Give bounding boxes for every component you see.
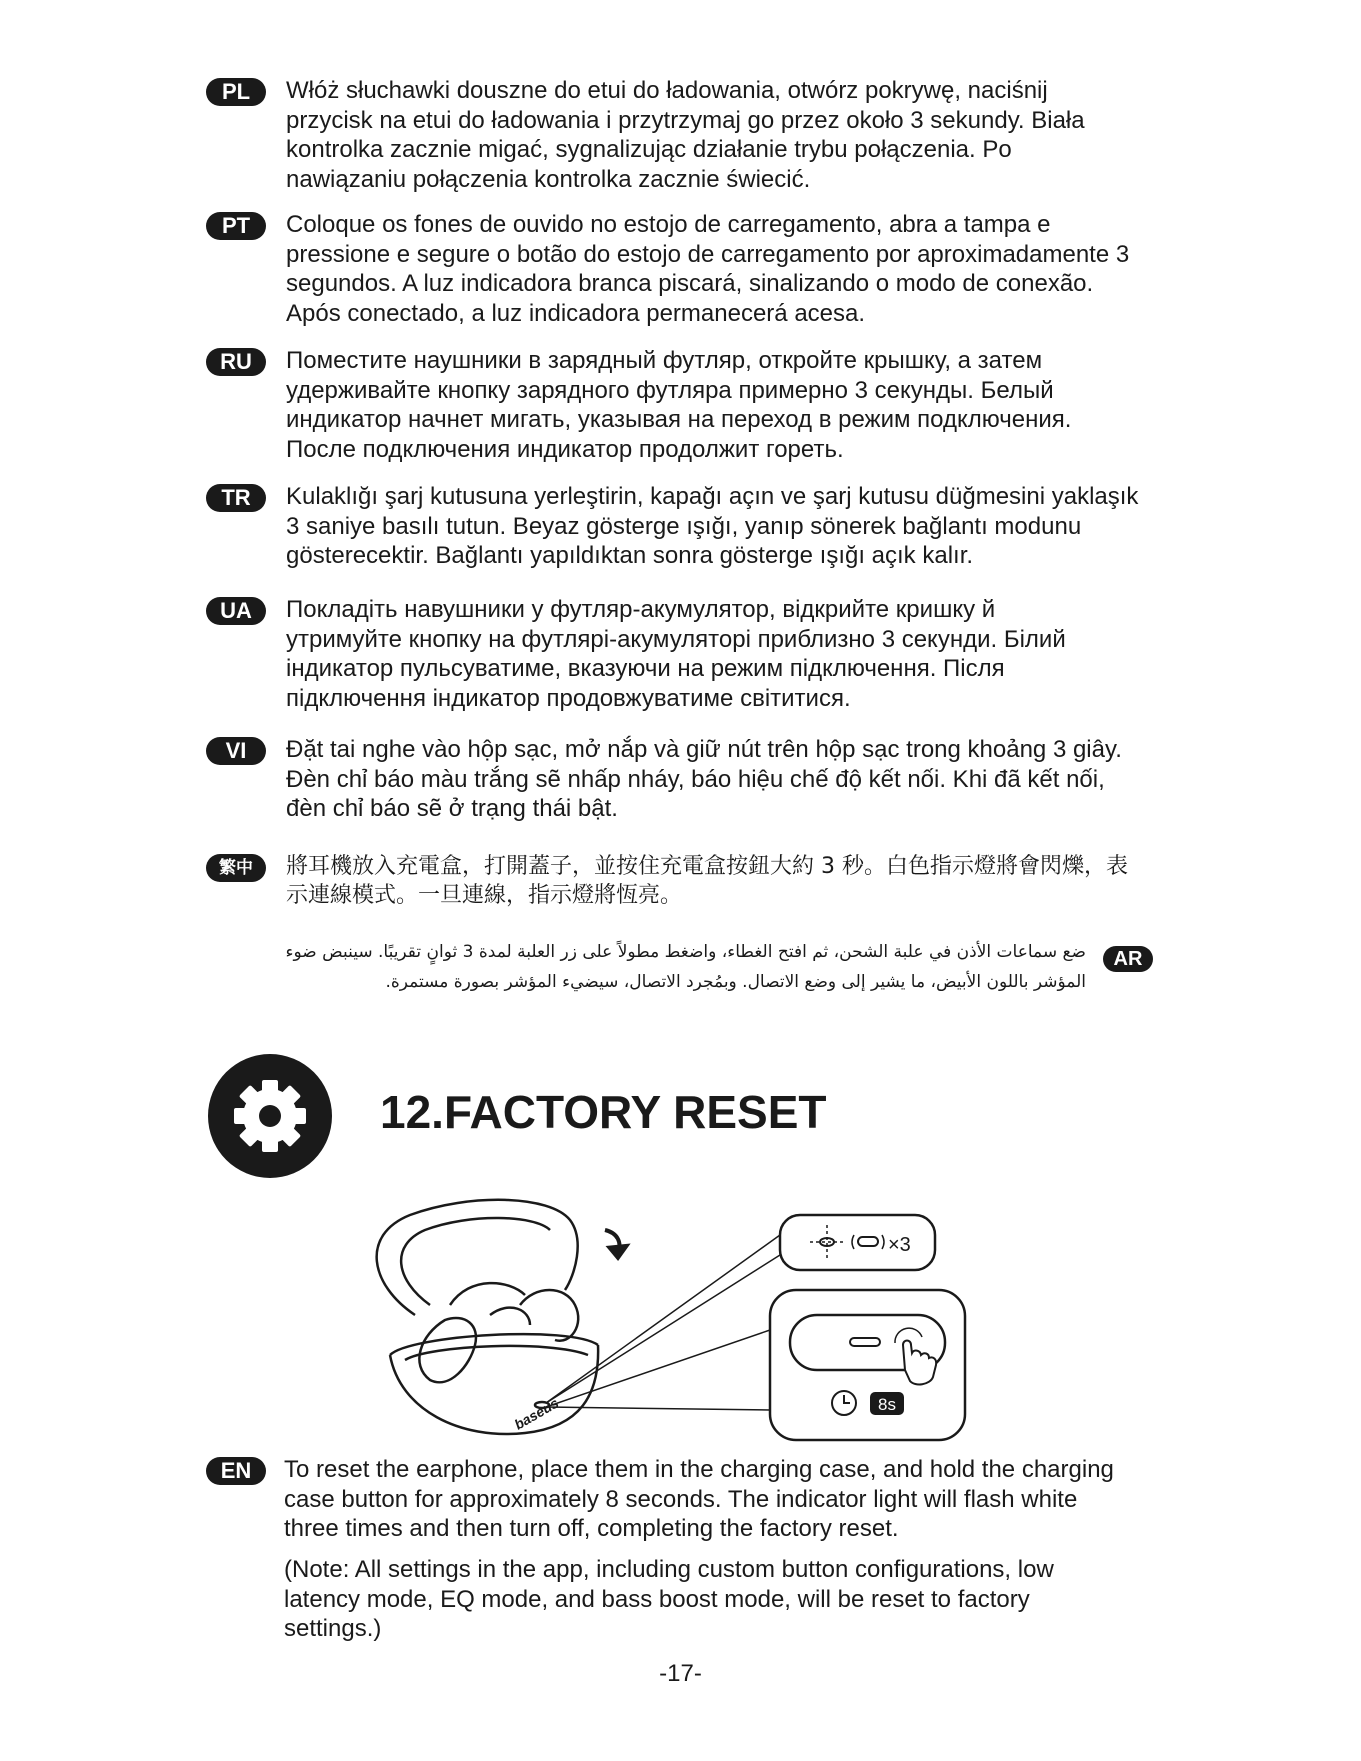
lang-badge-ar: AR xyxy=(1103,946,1153,972)
reset-note: (Note: All settings in the app, including custom button configurations, low latency mode, EQ mode, and bass boost mode, will be reset to factory settings.) xyxy=(284,1556,1054,1642)
lang-badge: 繁中 xyxy=(206,854,266,882)
lang-text-ar: ضع سماعات الأذن في علبة الشحن، ثم افتح الغطاء، واضغط مطولاً على زر العلبة لمدة 3 ثوانٍ تقريبًا. سينبض ضوء المؤشر باللون الأبيض، ما يشير إلى وضع الاتصال. وبمُجرد الاتصال، سيضيء المؤشر بصورة مستمرة. xyxy=(285,942,1086,992)
lang-badge: VI xyxy=(206,737,266,765)
lang-text: Đặt tai nghe vào hộp sạc, mở nắp và giữ nút trên hộp sạc trong khoảng 3 giây. Đèn chỉ báo màu trắng sẽ nhấp nháy, báo hiệu chế độ kết nối. Khi đã kết nối, đèn chỉ báo sẽ ở trạng thái bật. xyxy=(286,736,1122,822)
lang-badge: PT xyxy=(206,212,266,240)
lang-text: Покладіть навушники у футляр-акумулятор, відкрийте кришку й утримуйте кнопку на футлярі-акумуляторі приблизно 3 секунди. Білий індикатор пульсуватиме, вказуючи на режим підключення. Після підключення індикатор продовжуватиме світитися. xyxy=(286,596,1066,712)
charging-case-illustration xyxy=(377,1200,598,1434)
factory-reset-illustration xyxy=(350,1195,980,1445)
lang-text: Włóż słuchawki douszne do etui do ładowania, otwórz pokrywę, naciśnij przycisk na etui do ładowania i przytrzymaj go przez około 3 sekundy. Biała kontrolka zacznie migać, sygnalizując działanie trybu połączenia. Po nawiązaniu połączenia kontrolka zacznie świecić. xyxy=(286,77,1085,193)
section-title: 12.FACTORY RESET xyxy=(380,1086,827,1138)
brand-label: baseus xyxy=(511,1394,562,1433)
lang-badge: PL xyxy=(206,78,266,106)
hold-time-label: 8s xyxy=(878,1395,896,1414)
lang-badge: UA xyxy=(206,597,266,625)
indicator-callout xyxy=(780,1215,935,1270)
gear-icon xyxy=(208,1054,332,1178)
lang-text: Coloque os fones de ouvido no estojo de carregamento, abra a tampa e pressione e segure o botão do estojo de carregamento por aproximadamente 3 segundos. A luz indicadora branca piscará, sinalizando o modo de conexão. Após conectado, a luz indicadora permanecerá acesa. xyxy=(286,211,1130,327)
lang-badge: EN xyxy=(206,1457,266,1485)
lang-text: Kulaklığı şarj kutusuna yerleştirin, kapağı açın ve şarj kutusu düğmesini yaklaşık 3 saniye basılı tutun. Beyaz gösterge ışığı, yanıp sönerek bağlantı modunu gösterecektir. Bağlantı yapıldıktan sonra gösterge ışığı açık kalır. xyxy=(286,483,1139,569)
page-number: -17- xyxy=(659,1660,702,1687)
button-callout xyxy=(770,1290,965,1440)
lang-text: Поместите наушники в зарядный футляр, откройте крышку, а затем удерживайте кнопку зарядного футляра примерно 3 секунды. Белый индикатор начнет мигать, указывая на переход в режим подключения. После подключения индикатор продолжит гореть. xyxy=(286,347,1072,463)
lang-text: To reset the earphone, place them in the charging case, and hold the charging case button for approximately 8 seconds. The indicator light will flash white three times and then turn off, completing the factory reset. xyxy=(284,1456,1114,1542)
flash-count: ×3 xyxy=(888,1234,911,1256)
lang-badge: TR xyxy=(206,484,266,512)
lang-text: 將耳機放入充電盒，打開蓋子，並按住充電盒按鈕大約 3 秒。白色指示燈將會閃爍，表 示連線模式。一旦連線，指示燈將恆亮。 xyxy=(286,854,1128,908)
lang-badge: RU xyxy=(206,348,266,376)
